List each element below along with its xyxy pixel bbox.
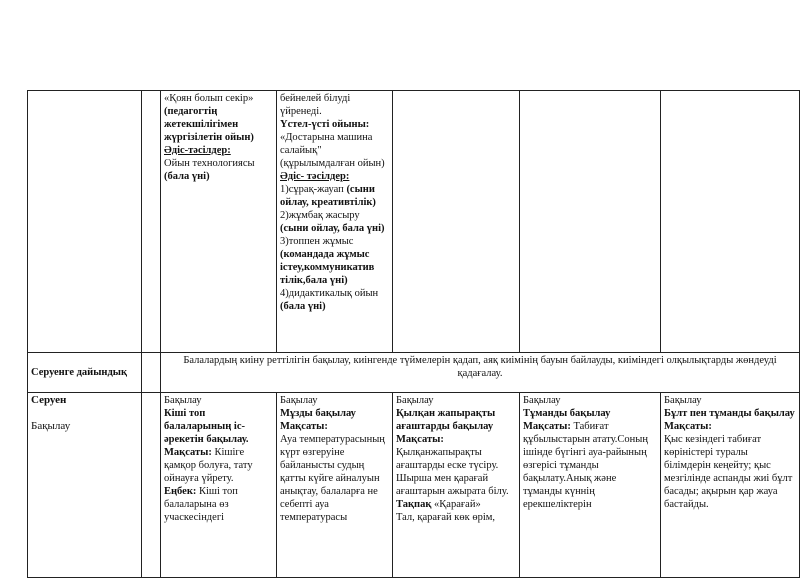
cell-text-segment: 4)дидактикалық ойын	[280, 288, 379, 299]
cell-text-segment: 3)топпен жұмыс	[280, 236, 354, 247]
walk-cell-2	[277, 393, 393, 578]
cell-text-segment: Мақсаты:	[164, 447, 215, 458]
spacer-cell	[142, 393, 161, 578]
walk-cell-4	[520, 393, 661, 578]
cell-text-segment: Мақсаты:	[664, 421, 712, 432]
cell-text-segment: (бала үні)	[280, 301, 326, 312]
cell-text-segment: Тал, қарағай көк өрім,	[396, 512, 496, 523]
spacer-cell	[142, 91, 161, 353]
cell-text-segment: Бақылау	[523, 395, 561, 406]
cell-text-segment: 2)жұмбақ жасыру	[280, 210, 360, 221]
walk-prep-text: Балалардың киіну реттілігін бақылау, киінгенде түймелерін қадап, аяқ киімінің бауын байлауды, киіміндегі олқылықтарды жөндеуді қадағалау.	[161, 353, 800, 393]
cell-text-segment: Бақылау	[664, 395, 702, 406]
walk-cell-5	[661, 393, 800, 578]
cell-text-segment: Әдіс-тәсілдер:	[164, 145, 231, 156]
cell-text-segment: Қылқанжапырақты ағаштарды еске түсіру. Шырша мен қарағай ағаштарын ажырата білу.	[396, 447, 509, 497]
cell-text-segment: Қылқан жапырақты ағаштарды бақылау	[396, 408, 496, 432]
walk-cell-3	[393, 393, 520, 578]
cell-text-segment: Бақылау	[164, 395, 202, 406]
cell-text-segment: (командада жұмыс істеу,коммуникатив тілік,бала үні)	[280, 249, 375, 286]
cell-text-segment: (бала үні)	[164, 171, 210, 182]
cell-text-segment: Кіші топ балаларына өз учаскесіндегі	[164, 486, 238, 523]
observation-label: Бақылау	[31, 420, 71, 432]
table-row	[28, 91, 800, 353]
cell-text-segment: Еңбек:	[164, 486, 199, 497]
cell-text-segment: Тұманды бақылау	[523, 408, 611, 419]
cell-text-segment: Ойын технологиясы	[164, 158, 255, 169]
cell-text-segment: Мақсаты:	[523, 421, 574, 432]
cell-text-segment: Табиғат құбылыстарын атату.Соның ішінде бүгінгі ауа-райының өзгерісі тұманды бақылату.Анық және тұманды күннің ерекшеліктерін	[523, 421, 648, 510]
cell-text-segment: Мақсаты:	[280, 421, 328, 432]
cell-text-segment: «Қоян болып секір»	[164, 93, 254, 104]
row-label-walk	[28, 393, 142, 578]
cell-text-segment: Ауа температурасының күрт өзгеруіне байланысты судың қатты күйге айналуын анықтау, балаларға не себепті ауа температурасы	[280, 434, 385, 523]
table-row	[28, 393, 800, 578]
cell-text-segment: (сыни ойлау, бала үні)	[280, 223, 385, 234]
spacer-cell	[142, 353, 161, 393]
cell-text-segment: Бұлт пен тұманды бақылау	[664, 408, 795, 419]
cell-text-segment: Үстел-үсті ойыны:	[280, 119, 370, 130]
cell-text-segment: Қыс кезіндегі табиғат көріністері туралы білімдерін кеңейту; қыс мезгілінде аспанды жиі бұлт басады; ақырын қар жауа бастайды.	[664, 434, 793, 510]
cell-text-segment: Мұзды бақылау	[280, 408, 356, 419]
cell-text-segment: Кішіге қамқор болуға, тату ойнауға үйрету.	[164, 447, 253, 484]
cell-text-segment: Бақылау	[396, 395, 434, 406]
cell-text-segment: Әдіс- тәсілдер:	[280, 171, 350, 182]
cell-activity-4	[520, 91, 661, 353]
cell-activity-2	[277, 91, 393, 353]
cell-text-segment: бейнелей білуді үйренеді.	[280, 93, 351, 117]
cell-activity-1	[161, 91, 277, 353]
cell-text-segment: Тақпақ	[396, 499, 435, 510]
row-label-cell	[28, 91, 142, 353]
cell-text-segment: 1)сұрақ-жауап	[280, 184, 347, 195]
cell-text-segment: (педагогтің жетекшілігімен жүргізілетін ойын)	[164, 106, 254, 143]
cell-activity-3	[393, 91, 520, 353]
walk-cell-1	[161, 393, 277, 578]
schedule-table	[27, 90, 800, 578]
cell-text-segment: «Қарағай»	[434, 499, 481, 510]
cell-text-segment: Бақылау	[280, 395, 318, 406]
cell-activity-5	[661, 91, 800, 353]
cell-text-segment: Кіші топ балаларының іс-әрекетін бақылау.	[164, 408, 249, 445]
table-row	[28, 353, 800, 393]
cell-text-segment: Мақсаты:	[396, 434, 444, 445]
cell-text-segment: (сыни ойлау, креативтілік)	[280, 184, 376, 208]
row-label-walk-prep: Серуенге дайындық	[28, 353, 142, 393]
walk-label: Серуен	[31, 394, 67, 406]
cell-text-segment: «Достарына машина салайық" (құрылымдалған ойын)	[280, 132, 385, 169]
